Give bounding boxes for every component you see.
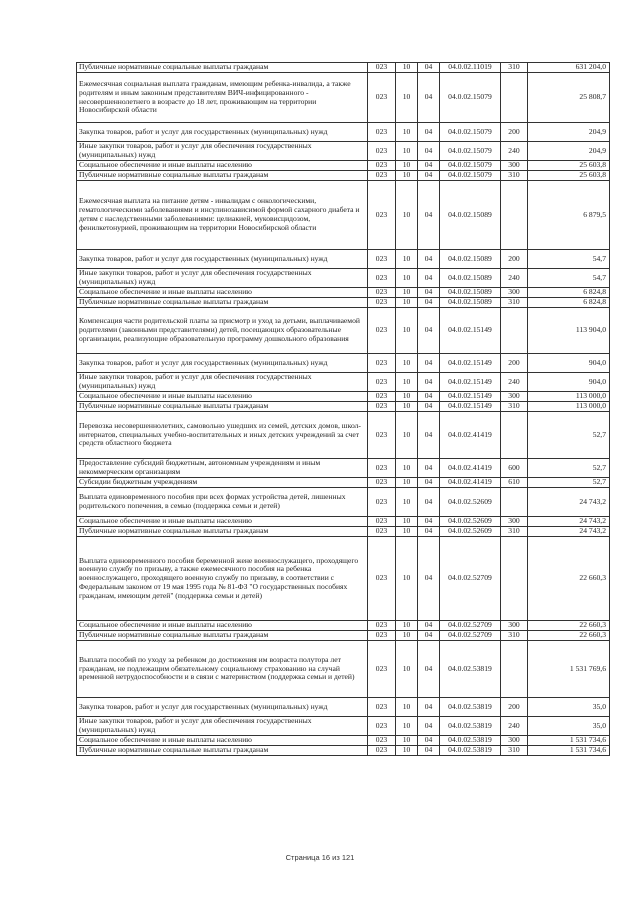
row-expense-type: 310 bbox=[501, 402, 528, 412]
row-ved-code: 023 bbox=[368, 171, 396, 181]
row-section-code: 10 bbox=[396, 181, 418, 250]
row-expense-type: 300 bbox=[501, 517, 528, 527]
row-section-code: 10 bbox=[396, 392, 418, 402]
row-section-code: 10 bbox=[396, 161, 418, 171]
row-section-code: 10 bbox=[396, 717, 418, 736]
row-expense-type: 310 bbox=[501, 527, 528, 537]
row-amount: 24 743,2 bbox=[528, 517, 610, 527]
row-subsection-code: 04 bbox=[418, 527, 440, 537]
row-expense-type: 610 bbox=[501, 478, 528, 488]
row-amount: 113 904,0 bbox=[528, 308, 610, 354]
row-section-code: 10 bbox=[396, 373, 418, 392]
row-expense-type: 300 bbox=[501, 161, 528, 171]
row-section-code: 10 bbox=[396, 641, 418, 698]
row-section-code: 10 bbox=[396, 488, 418, 517]
table-row bbox=[77, 746, 610, 756]
row-target-article: 04.0.02.53819 bbox=[440, 717, 501, 736]
row-ved-code: 023 bbox=[368, 298, 396, 308]
row-amount: 1 531 769,6 bbox=[528, 641, 610, 698]
row-target-article: 04.0.02.15089 bbox=[440, 250, 501, 269]
row-expense-type bbox=[501, 488, 528, 517]
row-target-article: 04.0.02.52609 bbox=[440, 517, 501, 527]
row-ved-code: 023 bbox=[368, 402, 396, 412]
row-ved-code: 023 bbox=[368, 161, 396, 171]
row-subsection-code: 04 bbox=[418, 736, 440, 746]
row-ved-code: 023 bbox=[368, 621, 396, 631]
row-ved-code: 023 bbox=[368, 142, 396, 161]
row-name: Социальное обеспечение и иные выплаты населению bbox=[77, 288, 368, 298]
row-subsection-code: 04 bbox=[418, 73, 440, 123]
row-section-code: 10 bbox=[396, 123, 418, 142]
row-name: Иные закупки товаров, работ и услуг для обеспечения государственных (муниципальных) нужд bbox=[77, 142, 368, 161]
row-name: Выплата единовременного пособия беременной жене военнослужащего, проходящего военную службу по призыву, а также ежемесячного пособия на ребенка военнослужащего, проходящего военную службу по призыву, в соответствии с Федеральным законом от 19 мая 1995 года № 81-ФЗ "О государственных пособиях гражданам, имеющим детей" (поддержка семьи и детей) bbox=[77, 537, 368, 621]
row-amount: 904,0 bbox=[528, 373, 610, 392]
row-target-article: 04.0.02.15079 bbox=[440, 123, 501, 142]
row-subsection-code: 04 bbox=[418, 392, 440, 402]
row-name: Компенсация части родительской платы за присмотр и уход за детьми, выплачиваемой родителями (законными представителями) детей, посещающих образовательные организации, реализующие образовательную программу дошкольного образования bbox=[77, 308, 368, 354]
row-target-article: 04.0.02.41419 bbox=[440, 459, 501, 478]
row-subsection-code: 04 bbox=[418, 63, 440, 73]
table-row bbox=[77, 63, 610, 73]
row-amount: 6 824,8 bbox=[528, 288, 610, 298]
row-subsection-code: 04 bbox=[418, 631, 440, 641]
row-ved-code: 023 bbox=[368, 123, 396, 142]
row-ved-code: 023 bbox=[368, 373, 396, 392]
table-row bbox=[77, 736, 610, 746]
row-target-article: 04.0.02.52609 bbox=[440, 527, 501, 537]
row-amount: 6 824,8 bbox=[528, 298, 610, 308]
row-name: Социальное обеспечение и иные выплаты населению bbox=[77, 392, 368, 402]
row-section-code: 10 bbox=[396, 73, 418, 123]
row-ved-code: 023 bbox=[368, 527, 396, 537]
row-expense-type: 310 bbox=[501, 631, 528, 641]
row-section-code: 10 bbox=[396, 354, 418, 373]
row-name: Публичные нормативные социальные выплаты гражданам bbox=[77, 171, 368, 181]
row-name: Социальное обеспечение и иные выплаты населению bbox=[77, 736, 368, 746]
row-expense-type: 300 bbox=[501, 621, 528, 631]
row-target-article: 04.0.02.15149 bbox=[440, 354, 501, 373]
budget-table bbox=[76, 62, 610, 756]
row-subsection-code: 04 bbox=[418, 373, 440, 392]
row-amount: 113 000,0 bbox=[528, 402, 610, 412]
row-subsection-code: 04 bbox=[418, 517, 440, 527]
row-ved-code: 023 bbox=[368, 412, 396, 459]
row-expense-type: 200 bbox=[501, 123, 528, 142]
row-target-article: 04.0.02.15089 bbox=[440, 298, 501, 308]
table-row bbox=[77, 181, 610, 250]
table-row bbox=[77, 459, 610, 478]
table-row bbox=[77, 527, 610, 537]
row-amount: 22 660,3 bbox=[528, 537, 610, 621]
row-amount: 25 603,8 bbox=[528, 171, 610, 181]
table-row bbox=[77, 298, 610, 308]
row-ved-code: 023 bbox=[368, 181, 396, 250]
row-section-code: 10 bbox=[396, 298, 418, 308]
table-row bbox=[77, 354, 610, 373]
row-target-article: 04.0.02.15089 bbox=[440, 269, 501, 288]
row-expense-type bbox=[501, 641, 528, 698]
row-subsection-code: 04 bbox=[418, 354, 440, 373]
row-expense-type: 300 bbox=[501, 392, 528, 402]
row-subsection-code: 04 bbox=[418, 621, 440, 631]
row-section-code: 10 bbox=[396, 269, 418, 288]
table-row bbox=[77, 171, 610, 181]
row-name: Субсидии бюджетным учреждениям bbox=[77, 478, 368, 488]
row-section-code: 10 bbox=[396, 142, 418, 161]
row-ved-code: 023 bbox=[368, 354, 396, 373]
row-section-code: 10 bbox=[396, 736, 418, 746]
row-amount: 25 808,7 bbox=[528, 73, 610, 123]
row-target-article: 04.0.02.11019 bbox=[440, 63, 501, 73]
row-amount: 1 531 734,6 bbox=[528, 746, 610, 756]
row-target-article: 04.0.02.15149 bbox=[440, 392, 501, 402]
row-expense-type bbox=[501, 308, 528, 354]
row-subsection-code: 04 bbox=[418, 288, 440, 298]
row-target-article: 04.0.02.53819 bbox=[440, 698, 501, 717]
row-ved-code: 023 bbox=[368, 517, 396, 527]
row-name: Выплата пособий по уходу за ребенком до достижения им возраста полутора лет гражданам, не подлежащим обязательному социальному страхованию на случай временной нетрудоспособности и в связи с материнством (поддержка семьи и детей) bbox=[77, 641, 368, 698]
table-row bbox=[77, 250, 610, 269]
row-target-article: 04.0.02.53819 bbox=[440, 641, 501, 698]
table-body bbox=[77, 63, 610, 756]
row-name: Закупка товаров, работ и услуг для государственных (муниципальных) нужд bbox=[77, 123, 368, 142]
table-row bbox=[77, 717, 610, 736]
row-target-article: 04.0.02.15149 bbox=[440, 402, 501, 412]
row-target-article: 04.0.02.52709 bbox=[440, 621, 501, 631]
row-ved-code: 023 bbox=[368, 698, 396, 717]
row-ved-code: 023 bbox=[368, 63, 396, 73]
row-expense-type bbox=[501, 73, 528, 123]
row-expense-type: 240 bbox=[501, 142, 528, 161]
row-amount: 904,0 bbox=[528, 354, 610, 373]
row-section-code: 10 bbox=[396, 621, 418, 631]
row-target-article: 04.0.02.41419 bbox=[440, 478, 501, 488]
row-amount: 6 879,5 bbox=[528, 181, 610, 250]
row-amount: 204,9 bbox=[528, 123, 610, 142]
row-expense-type bbox=[501, 537, 528, 621]
row-target-article: 04.0.02.53819 bbox=[440, 736, 501, 746]
row-amount: 1 531 734,6 bbox=[528, 736, 610, 746]
row-subsection-code: 04 bbox=[418, 641, 440, 698]
row-expense-type: 200 bbox=[501, 698, 528, 717]
row-subsection-code: 04 bbox=[418, 161, 440, 171]
row-target-article: 04.0.02.41419 bbox=[440, 412, 501, 459]
row-name: Ежемесячная выплата на питание детям - инвалидам с онкологическими, гематологическими заболеваниями и инсулинозависимой формой сахарного диабета и детям с наследственными заболеваниями: целиакией, муковисцидозом, фенилкетонурией, проживающим на территории Новосибирской области bbox=[77, 181, 368, 250]
table-row bbox=[77, 161, 610, 171]
row-section-code: 10 bbox=[396, 517, 418, 527]
row-ved-code: 023 bbox=[368, 269, 396, 288]
table-row bbox=[77, 73, 610, 123]
row-name: Публичные нормативные социальные выплаты гражданам bbox=[77, 298, 368, 308]
row-section-code: 10 bbox=[396, 459, 418, 478]
row-name: Публичные нормативные социальные выплаты гражданам bbox=[77, 527, 368, 537]
row-amount: 52,7 bbox=[528, 478, 610, 488]
row-subsection-code: 04 bbox=[418, 181, 440, 250]
row-amount: 35,0 bbox=[528, 698, 610, 717]
table-row bbox=[77, 631, 610, 641]
row-amount: 631 204,0 bbox=[528, 63, 610, 73]
page-footer: Страница 16 из 121 bbox=[285, 853, 355, 862]
row-target-article: 04.0.02.15089 bbox=[440, 181, 501, 250]
row-ved-code: 023 bbox=[368, 736, 396, 746]
row-name: Перевозка несовершеннолетних, самовольно ушедших из семей, детских домов, школ-интернатов, специальных учебно-воспитательных и иных детских учреждений за счет средств областного бюджета bbox=[77, 412, 368, 459]
row-target-article: 04.0.02.52709 bbox=[440, 631, 501, 641]
row-ved-code: 023 bbox=[368, 488, 396, 517]
row-subsection-code: 04 bbox=[418, 746, 440, 756]
row-name: Публичные нормативные социальные выплаты гражданам bbox=[77, 631, 368, 641]
table-row bbox=[77, 402, 610, 412]
table-row bbox=[77, 373, 610, 392]
row-ved-code: 023 bbox=[368, 308, 396, 354]
row-section-code: 10 bbox=[396, 288, 418, 298]
row-expense-type: 310 bbox=[501, 746, 528, 756]
row-name: Иные закупки товаров, работ и услуг для обеспечения государственных (муниципальных) нужд bbox=[77, 269, 368, 288]
row-amount: 35,0 bbox=[528, 717, 610, 736]
row-name: Выплата единовременного пособия при всех формах устройства детей, лишенных родительского попечения, в семью (поддержка семьи и детей) bbox=[77, 488, 368, 517]
row-subsection-code: 04 bbox=[418, 488, 440, 517]
row-section-code: 10 bbox=[396, 698, 418, 717]
row-subsection-code: 04 bbox=[418, 717, 440, 736]
row-ved-code: 023 bbox=[368, 288, 396, 298]
row-amount: 24 743,2 bbox=[528, 488, 610, 517]
table-row bbox=[77, 269, 610, 288]
row-section-code: 10 bbox=[396, 537, 418, 621]
table-row bbox=[77, 142, 610, 161]
row-section-code: 10 bbox=[396, 402, 418, 412]
row-target-article: 04.0.02.15079 bbox=[440, 171, 501, 181]
row-subsection-code: 04 bbox=[418, 402, 440, 412]
row-name: Предоставление субсидий бюджетным, автономным учреждениям и иным некоммерческим организациям bbox=[77, 459, 368, 478]
row-subsection-code: 04 bbox=[418, 123, 440, 142]
row-section-code: 10 bbox=[396, 308, 418, 354]
row-expense-type: 200 bbox=[501, 354, 528, 373]
row-subsection-code: 04 bbox=[418, 459, 440, 478]
row-amount: 24 743,2 bbox=[528, 527, 610, 537]
table-row bbox=[77, 308, 610, 354]
row-ved-code: 023 bbox=[368, 537, 396, 621]
row-expense-type: 240 bbox=[501, 373, 528, 392]
row-amount: 22 660,3 bbox=[528, 631, 610, 641]
row-expense-type: 240 bbox=[501, 269, 528, 288]
row-target-article: 04.0.02.52609 bbox=[440, 488, 501, 517]
row-target-article: 04.0.02.15149 bbox=[440, 308, 501, 354]
row-subsection-code: 04 bbox=[418, 142, 440, 161]
row-target-article: 04.0.02.15079 bbox=[440, 161, 501, 171]
table-row bbox=[77, 478, 610, 488]
row-subsection-code: 04 bbox=[418, 537, 440, 621]
row-ved-code: 023 bbox=[368, 392, 396, 402]
row-name: Публичные нормативные социальные выплаты гражданам bbox=[77, 63, 368, 73]
row-section-code: 10 bbox=[396, 171, 418, 181]
row-expense-type: 310 bbox=[501, 63, 528, 73]
table-row bbox=[77, 288, 610, 298]
table-row bbox=[77, 641, 610, 698]
row-subsection-code: 04 bbox=[418, 171, 440, 181]
row-subsection-code: 04 bbox=[418, 478, 440, 488]
row-amount: 25 603,8 bbox=[528, 161, 610, 171]
table-row bbox=[77, 123, 610, 142]
row-ved-code: 023 bbox=[368, 717, 396, 736]
row-name: Ежемесячная социальная выплата гражданам, имеющим ребенка-инвалида, а также родителям и иным законным представителям ВИЧ-инфицированного - несовершеннолетнего в возрасте до 18 лет, проживающим на территории Новосибирской области bbox=[77, 73, 368, 123]
row-subsection-code: 04 bbox=[418, 250, 440, 269]
row-section-code: 10 bbox=[396, 412, 418, 459]
row-target-article: 04.0.02.52709 bbox=[440, 537, 501, 621]
row-name: Социальное обеспечение и иные выплаты населению bbox=[77, 621, 368, 631]
row-target-article: 04.0.02.15149 bbox=[440, 373, 501, 392]
row-expense-type: 310 bbox=[501, 171, 528, 181]
row-subsection-code: 04 bbox=[418, 308, 440, 354]
table-row bbox=[77, 488, 610, 517]
row-expense-type: 310 bbox=[501, 298, 528, 308]
table-row bbox=[77, 537, 610, 621]
table-row bbox=[77, 698, 610, 717]
row-name: Социальное обеспечение и иные выплаты населению bbox=[77, 517, 368, 527]
row-name: Иные закупки товаров, работ и услуг для обеспечения государственных (муниципальных) нужд bbox=[77, 373, 368, 392]
row-ved-code: 023 bbox=[368, 459, 396, 478]
row-subsection-code: 04 bbox=[418, 698, 440, 717]
row-amount: 52,7 bbox=[528, 459, 610, 478]
row-subsection-code: 04 bbox=[418, 269, 440, 288]
row-target-article: 04.0.02.53819 bbox=[440, 746, 501, 756]
row-ved-code: 023 bbox=[368, 73, 396, 123]
row-expense-type: 300 bbox=[501, 288, 528, 298]
row-ved-code: 023 bbox=[368, 641, 396, 698]
row-section-code: 10 bbox=[396, 250, 418, 269]
row-amount: 22 660,3 bbox=[528, 621, 610, 631]
row-subsection-code: 04 bbox=[418, 298, 440, 308]
table-row bbox=[77, 412, 610, 459]
row-ved-code: 023 bbox=[368, 250, 396, 269]
row-expense-type bbox=[501, 412, 528, 459]
row-section-code: 10 bbox=[396, 478, 418, 488]
row-expense-type bbox=[501, 181, 528, 250]
row-ved-code: 023 bbox=[368, 631, 396, 641]
row-target-article: 04.0.02.15079 bbox=[440, 73, 501, 123]
row-subsection-code: 04 bbox=[418, 412, 440, 459]
table-row bbox=[77, 517, 610, 527]
row-amount: 204,9 bbox=[528, 142, 610, 161]
row-expense-type: 240 bbox=[501, 717, 528, 736]
row-amount: 113 000,0 bbox=[528, 392, 610, 402]
row-amount: 54,7 bbox=[528, 269, 610, 288]
row-ved-code: 023 bbox=[368, 746, 396, 756]
row-name: Публичные нормативные социальные выплаты гражданам bbox=[77, 402, 368, 412]
row-name: Публичные нормативные социальные выплаты гражданам bbox=[77, 746, 368, 756]
row-name: Иные закупки товаров, работ и услуг для обеспечения государственных (муниципальных) нужд bbox=[77, 717, 368, 736]
row-name: Закупка товаров, работ и услуг для государственных (муниципальных) нужд bbox=[77, 698, 368, 717]
row-section-code: 10 bbox=[396, 63, 418, 73]
row-target-article: 04.0.02.15079 bbox=[440, 142, 501, 161]
row-target-article: 04.0.02.15089 bbox=[440, 288, 501, 298]
row-expense-type: 600 bbox=[501, 459, 528, 478]
row-expense-type: 200 bbox=[501, 250, 528, 269]
row-name: Закупка товаров, работ и услуг для государственных (муниципальных) нужд bbox=[77, 354, 368, 373]
table-row bbox=[77, 621, 610, 631]
table-row bbox=[77, 392, 610, 402]
row-ved-code: 023 bbox=[368, 478, 396, 488]
row-name: Закупка товаров, работ и услуг для государственных (муниципальных) нужд bbox=[77, 250, 368, 269]
row-expense-type: 300 bbox=[501, 736, 528, 746]
row-amount: 54,7 bbox=[528, 250, 610, 269]
row-section-code: 10 bbox=[396, 527, 418, 537]
row-name: Социальное обеспечение и иные выплаты населению bbox=[77, 161, 368, 171]
row-amount: 52,7 bbox=[528, 412, 610, 459]
row-section-code: 10 bbox=[396, 746, 418, 756]
row-section-code: 10 bbox=[396, 631, 418, 641]
